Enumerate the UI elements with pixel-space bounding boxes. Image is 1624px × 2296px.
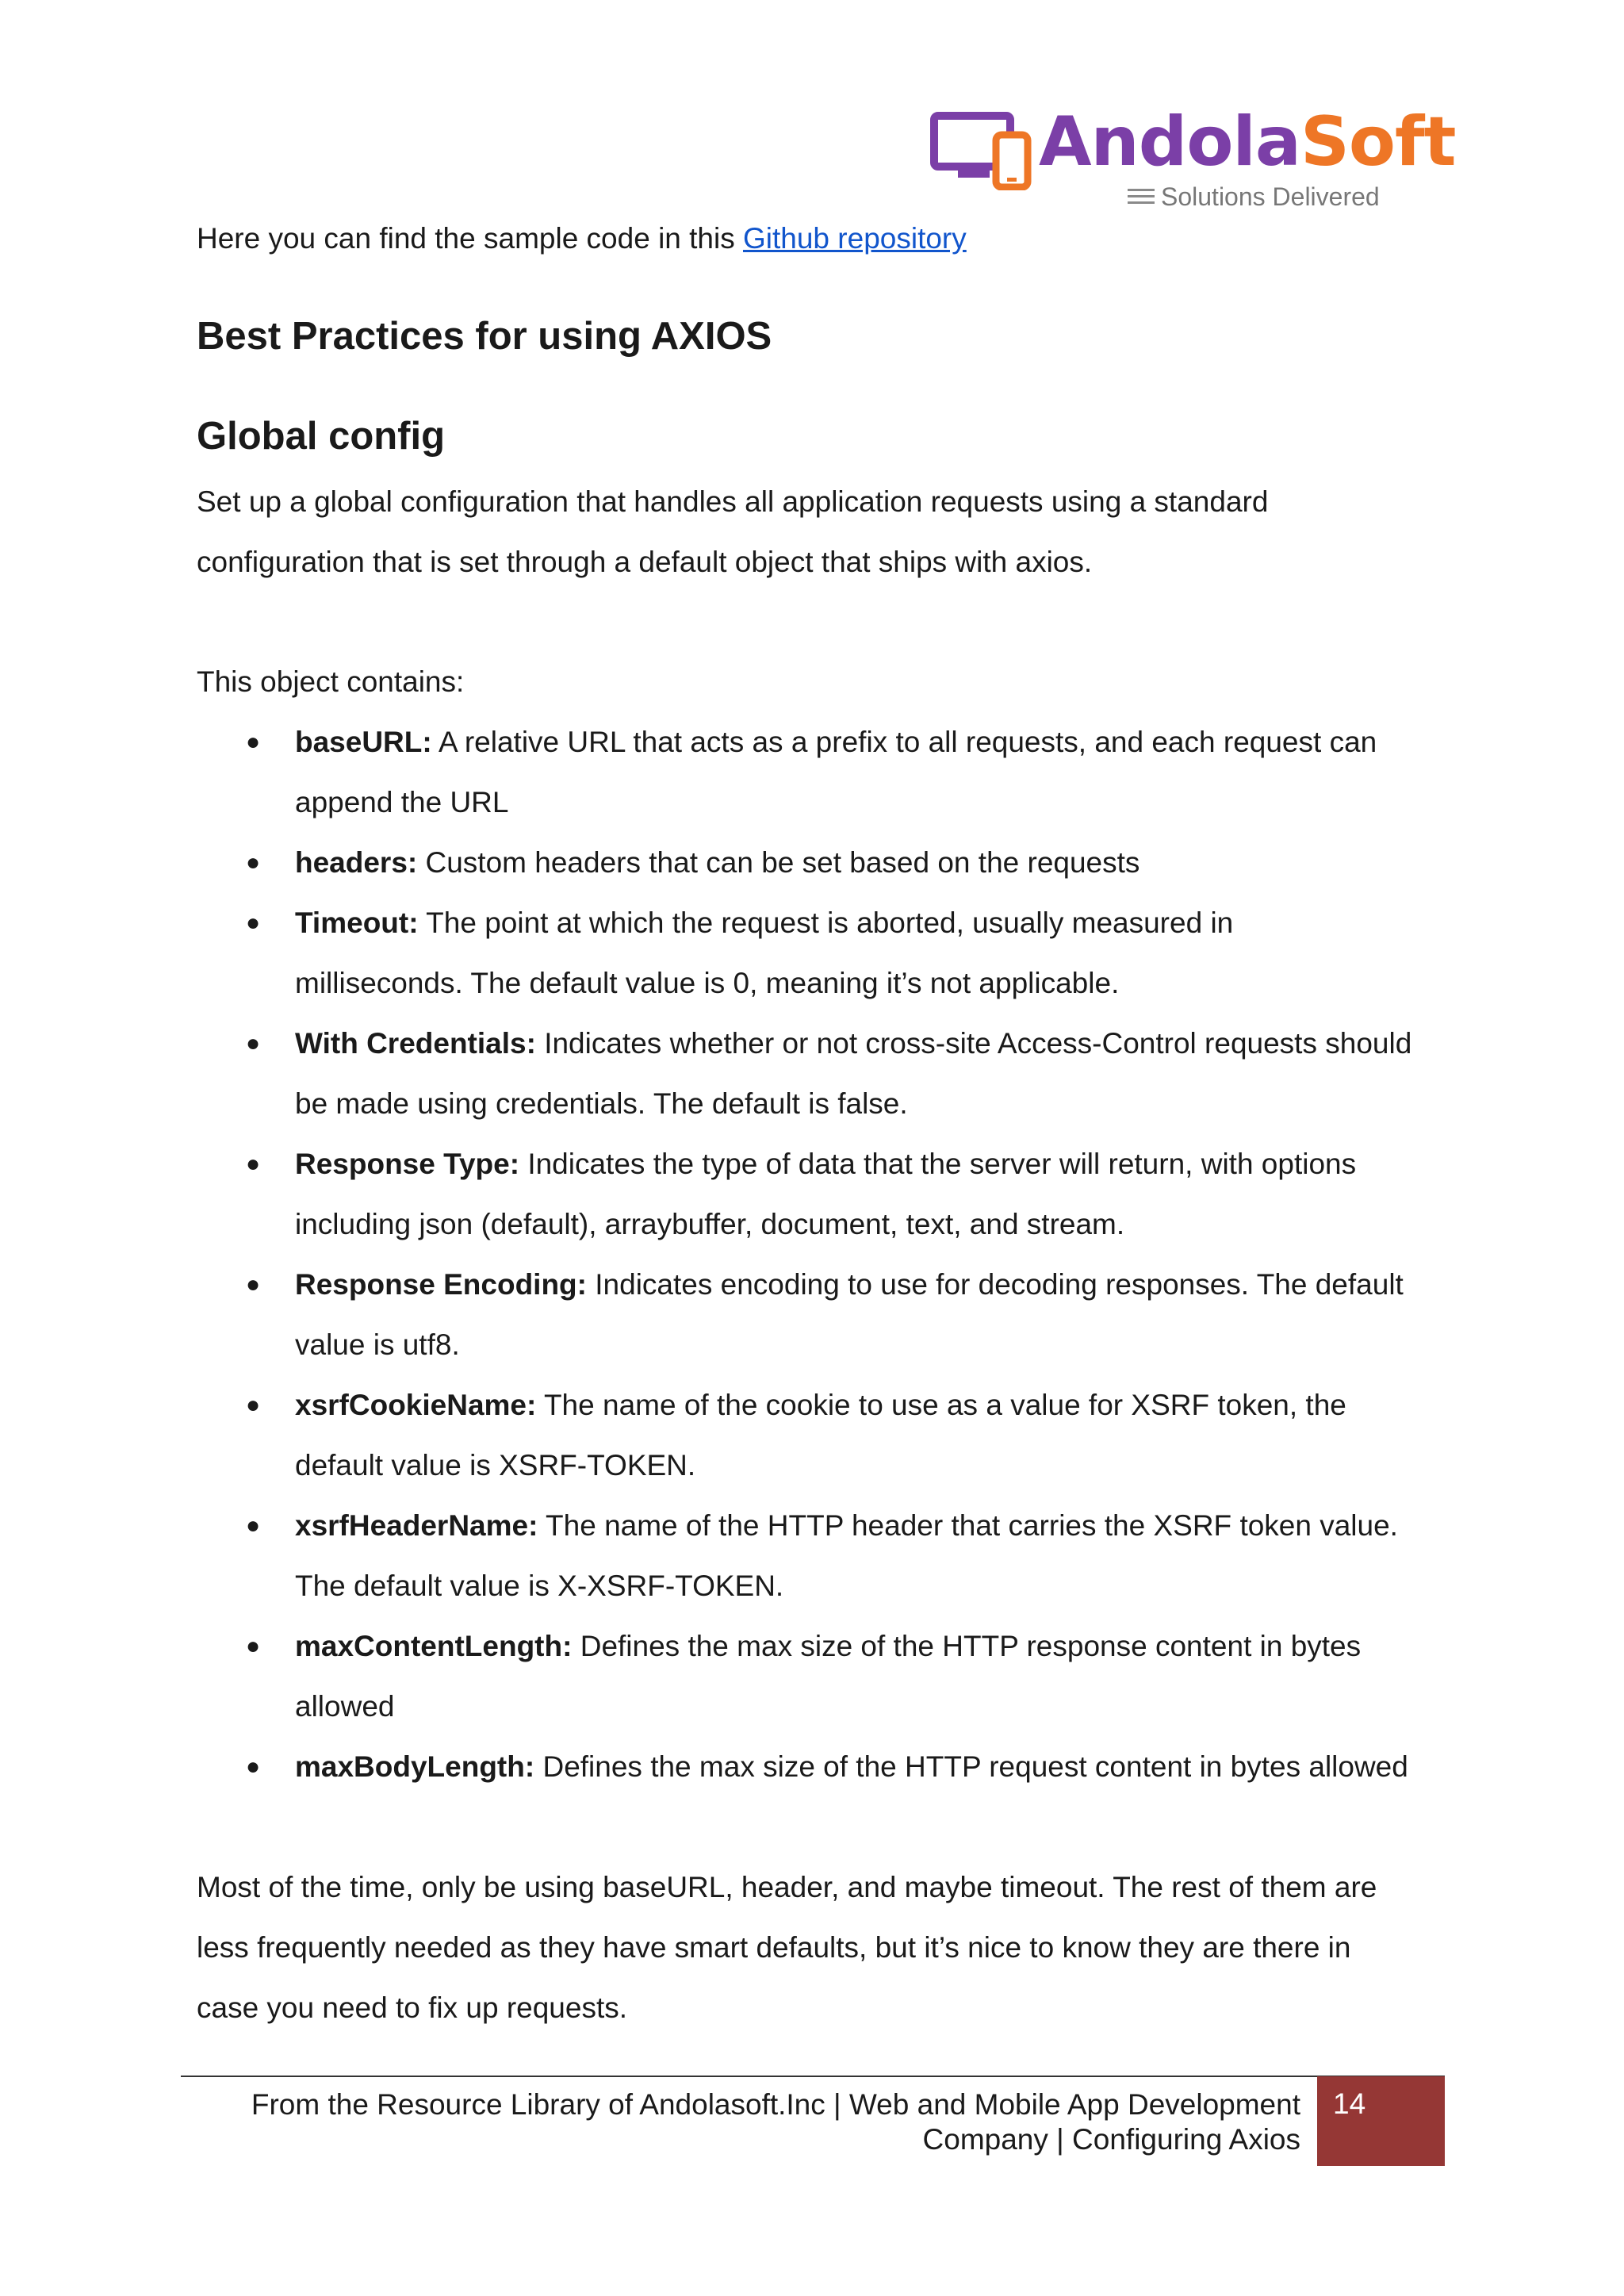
bullet-line1 — [295, 1268, 1404, 1301]
bullet-term: maxContentLength: — [295, 1630, 573, 1662]
paragraph1-line1: Set up a global configuration that handles all application requests using a standard — [197, 485, 1269, 518]
bullet-desc: Defines the max size of the HTTP response content in bytes — [572, 1630, 1362, 1662]
bullet-desc: The point at which the request is aborted, usually measured in — [418, 907, 1234, 939]
bullet-line2: including json (default), arraybuffer, document, text, and stream. — [295, 1208, 1125, 1240]
bullet-icon: ● — [246, 1633, 261, 1659]
bullet-term: With Credentials: — [295, 1027, 536, 1060]
bullet-desc: The name of the cookie to use as a value for XSRF token, the — [536, 1389, 1346, 1421]
bullet-term: baseURL: — [295, 726, 432, 758]
logo-tagline: Solutions Delivered — [1161, 182, 1380, 211]
bullet-line1 — [295, 1509, 1398, 1543]
bullet-line1 — [295, 846, 1139, 880]
bullet-icon: ● — [246, 1030, 261, 1056]
bullet-icon: ● — [246, 1151, 261, 1177]
footer-divider — [181, 2076, 1445, 2077]
bullet-desc: Indicates whether or not cross-site Access-Control requests should — [535, 1027, 1412, 1060]
section-title: Best Practices for using AXIOS — [197, 315, 772, 358]
bullet-line1 — [295, 907, 1233, 940]
bullet-line1 — [295, 1148, 1356, 1181]
bullet-line1 — [295, 726, 1377, 759]
subsection-title: Global config — [197, 415, 446, 458]
page-number: 14 — [1333, 2087, 1366, 2120]
paragraph2-line2: less frequently needed as they have smart defaults, but it’s nice to know they are there in — [197, 1931, 1351, 1964]
bullet-term: Response Encoding: — [295, 1268, 587, 1301]
bullet-line2: default value is XSRF-TOKEN. — [295, 1449, 696, 1481]
bullet-desc: Defines the max size of the HTTP request content in bytes allowed — [534, 1750, 1408, 1783]
footer-line1: From the Resource Library of Andolasoft.Inc | Web and Mobile App Development — [251, 2088, 1300, 2121]
paragraph2-line3: case you need to fix up requests. — [197, 1991, 628, 2024]
bullet-icon: ● — [246, 849, 261, 876]
bullet-icon: ● — [246, 729, 261, 755]
devices-icon — [929, 111, 1040, 190]
tagline-lines-icon — [1128, 189, 1155, 208]
bullet-desc: The name of the HTTP header that carries the XSRF token value. — [538, 1509, 1398, 1542]
page-number-box — [1317, 2076, 1445, 2166]
bullet-icon: ● — [246, 1271, 261, 1297]
bullet-line2: The default value is X-XSRF-TOKEN. — [295, 1570, 784, 1602]
bullet-line1 — [295, 1750, 1408, 1784]
bullet-term: xsrfHeaderName: — [295, 1509, 538, 1542]
logo-name-part2: Soft — [1300, 102, 1456, 182]
paragraph1-line2: configuration that is set through a default object that ships with axios. — [197, 546, 1093, 578]
bullet-line2: milliseconds. The default value is 0, meaning it’s not applicable. — [295, 967, 1120, 999]
list-intro: This object contains: — [197, 665, 465, 698]
bullet-line1 — [295, 1027, 1411, 1060]
intro-text: Here you can find the sample code in this — [197, 222, 743, 255]
bullet-term: xsrfCookieName: — [295, 1389, 537, 1421]
paragraph2-line1: Most of the time, only be using baseURL, header, and maybe timeout. The rest of them are — [197, 1871, 1377, 1903]
bullet-line1 — [295, 1630, 1361, 1663]
bullet-term: Response Type: — [295, 1148, 520, 1180]
bullet-line1 — [295, 1389, 1346, 1422]
github-repository-link[interactable]: Github repository — [743, 222, 967, 255]
logo-wordmark — [1039, 102, 1456, 182]
intro-line — [197, 222, 967, 255]
bullet-icon: ● — [246, 1754, 261, 1780]
footer-text — [190, 2087, 1300, 2157]
bullet-line2: value is utf8. — [295, 1328, 460, 1361]
bullet-term: headers: — [295, 846, 418, 879]
bullet-icon: ● — [246, 910, 261, 936]
bullet-term: Timeout: — [295, 907, 419, 939]
bullet-desc: Indicates encoding to use for decoding responses. The default — [586, 1268, 1404, 1301]
bullet-desc: Custom headers that can be set based on the requests — [417, 846, 1140, 879]
andolasoft-logo — [929, 102, 1456, 214]
bullet-term: maxBodyLength: — [295, 1750, 535, 1783]
bullet-line2: append the URL — [295, 786, 509, 818]
bullet-line2: allowed — [295, 1690, 395, 1723]
bullet-line2: be made using credentials. The default is false. — [295, 1087, 908, 1120]
bullet-icon: ● — [246, 1512, 261, 1539]
logo-name-part1: Andola — [1039, 102, 1300, 182]
bullet-icon: ● — [246, 1392, 261, 1418]
bullet-desc: A relative URL that acts as a prefix to all requests, and each request can — [431, 726, 1377, 758]
bullet-desc: Indicates the type of data that the server will return, with options — [519, 1148, 1357, 1180]
footer-line2: Company | Configuring Axios — [922, 2123, 1300, 2156]
